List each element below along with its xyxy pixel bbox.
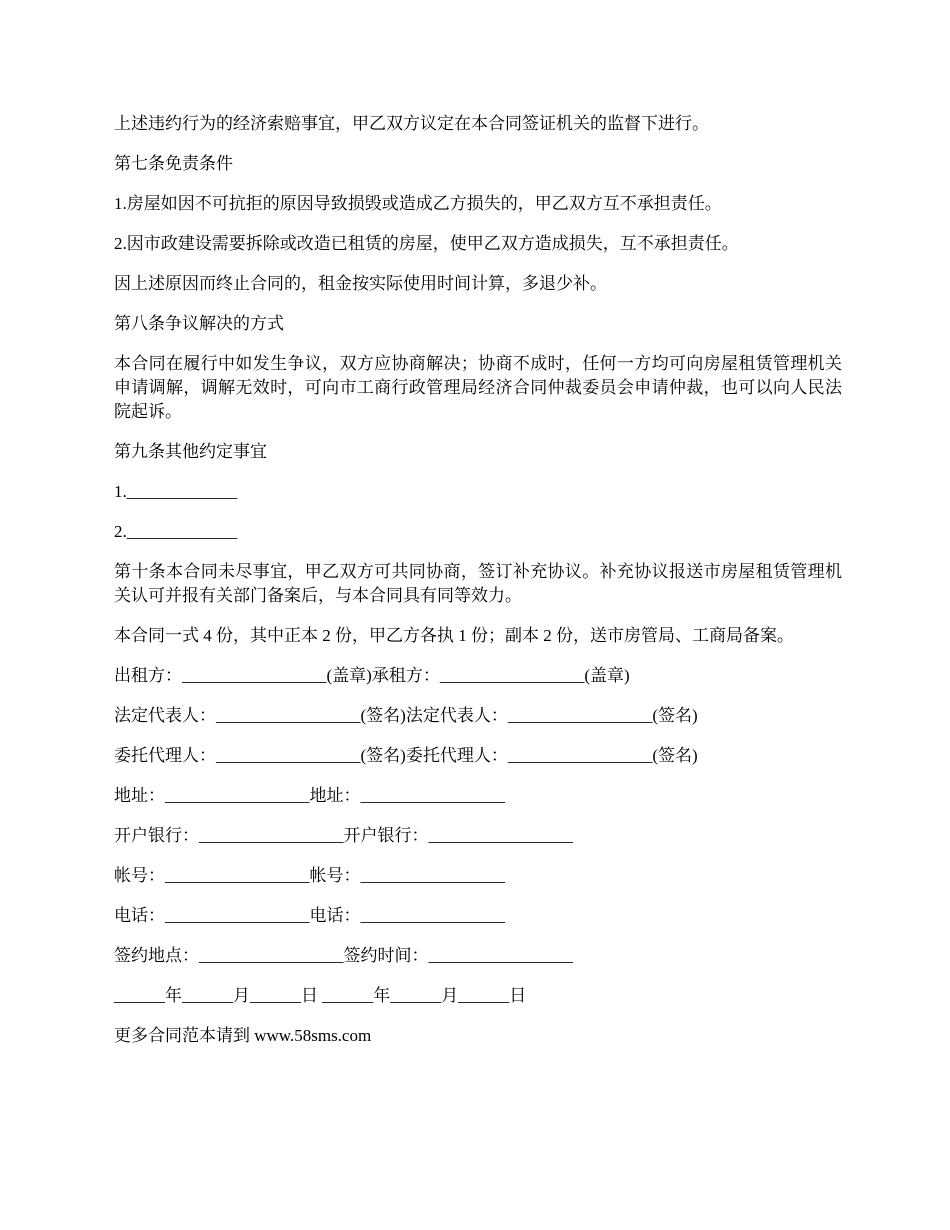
signature-authorized-agent: 委托代理人：_________________(签名)委托代理人：_________________(签名): [114, 746, 698, 765]
field-dates: ______年______月______日 ______年______月______日: [114, 986, 527, 1005]
document-page: [114, 112, 842, 1064]
signature-lessor-lessee: 出租方：_________________(盖章)承租方：_________________(盖章): [114, 666, 630, 685]
heading-article-9: 第九条其他约定事宜: [114, 442, 267, 461]
paragraph-exemption-1: 1.房屋如因不可抗拒的原因导致损毁或造成乙方损失的，甲乙双方互不承担责任。: [114, 194, 722, 213]
field-account: 帐号：_________________帐号：_________________: [114, 866, 505, 885]
field-bank: 开户银行：_________________开户银行：_________________: [114, 826, 573, 845]
paragraph-dispute-resolution: 本合同在履行中如发生争议，双方应协商解决；协商不成时，任何一方均可向房屋租赁管理机关申请调解，调解无效时，可向市工商行政管理局经济合同仲裁委员会申请仲裁，也可以向人民法院起诉。: [114, 354, 842, 421]
paragraph-article-10: 第十条本合同未尽事宜，甲乙双方可共同协商，签订补充协议。补充协议报送市房屋租赁管理机关认可并报有关部门备案后，与本合同具有同等效力。: [114, 562, 842, 605]
heading-article-8: 第八条争议解决的方式: [114, 314, 284, 333]
footer-more-templates: 更多合同范本请到 www.58sms.com: [114, 1026, 372, 1045]
signature-legal-representative: 法定代表人：_________________(签名)法定代表人：_________________(签名): [114, 706, 698, 725]
paragraph-termination-rent: 因上述原因而终止合同的，租金按实际使用时间计算，多退少补。: [114, 274, 607, 293]
other-matter-line-1: 1._____________: [114, 482, 238, 501]
field-phone: 电话：_________________电话：_________________: [114, 906, 505, 925]
other-matter-line-2: 2._____________: [114, 522, 238, 541]
heading-article-7: 第七条免责条件: [114, 154, 233, 173]
paragraph-copies: 本合同一式 4 份，其中正本 2 份，甲乙方各执 1 份；副本 2 份，送市房管局、工商局备案。: [114, 626, 794, 645]
field-address: 地址：_________________地址：_________________: [114, 786, 505, 805]
paragraph-exemption-2: 2.因市政建设需要拆除或改造已租赁的房屋，使甲乙双方造成损失，互不承担责任。: [114, 234, 739, 253]
paragraph-breach-claims: 上述违约行为的经济索赔事宜，甲乙双方议定在本合同签证机关的监督下进行。: [114, 114, 709, 133]
field-signing-place-time: 签约地点：_________________签约时间：_________________: [114, 946, 573, 965]
